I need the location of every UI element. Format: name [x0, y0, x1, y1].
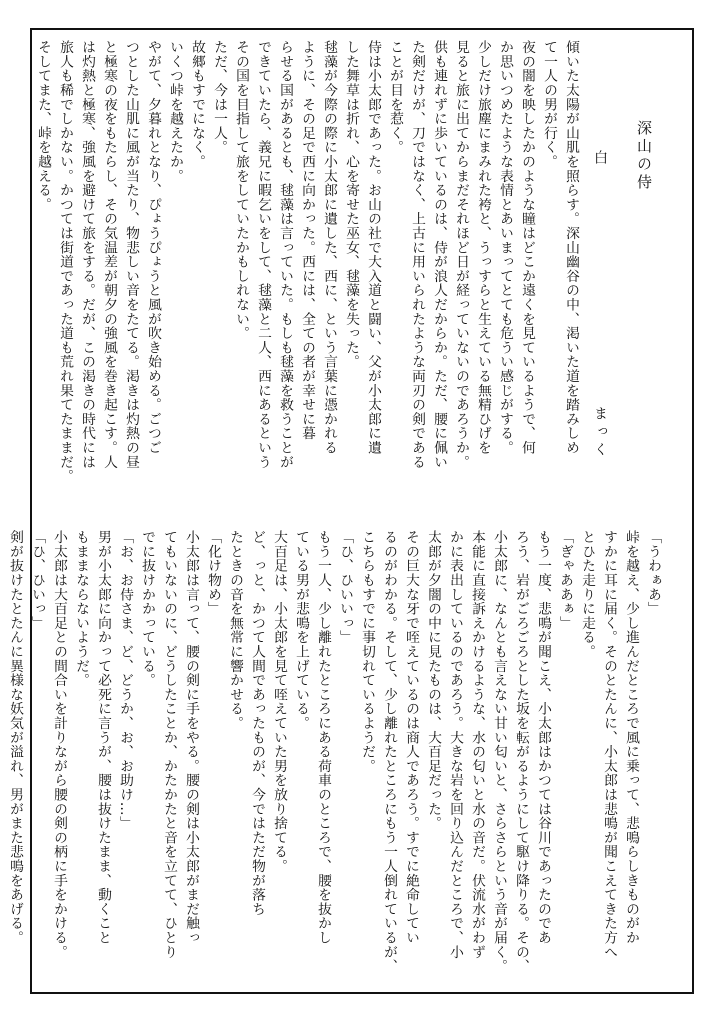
paragraph-line: ろう、岩がごろごろとした坂を転がるようにして駆け降りる。その、: [513, 530, 529, 974]
paragraph-line: と極寒の夜をもたらし、その気温差が朝夕の強風を巻き起こす。人: [101, 40, 117, 469]
paragraph-line: その国を目指して旅をしていたかもしれない。: [233, 40, 249, 341]
paragraph-line: 毬藻が今際の際に小太郎に遺した、西に、という言葉に憑かれる: [321, 40, 337, 455]
paragraph-line: すかに耳に届く。そのとたんに、小太郎は悲鳴が聞こえてきた方へ: [601, 530, 617, 959]
paragraph-line: 故郷もすでになく。: [189, 40, 205, 169]
paragraph-line: 「ぎゃああぁ」: [557, 530, 573, 631]
paragraph-line: 小太郎に、なんとも言えない甘い匂いと、さらさらという音が届く。: [491, 530, 507, 974]
paragraph-line: できていたら、義兄に暇乞いをして、毬藻と二人、西にあるという: [255, 40, 271, 469]
paragraph-line: て一人の男が行く。: [541, 40, 557, 169]
paragraph-line: 「ひ、ひいいっ」: [337, 530, 353, 645]
paragraph-line: 「うわぁあ」: [645, 530, 661, 616]
paragraph-line: 男が小太郎に向かって必死に言うが、腰は抜けたまま、動くこと: [95, 530, 111, 945]
paragraph-line: てもいないのに、どうしたことか、かたかたと音を立てて、ひとり: [161, 530, 177, 959]
paragraph-line: 大百足は、小太郎を見て咥えていた男を放り捨てる。: [271, 530, 287, 874]
paragraph-line: た剣だけが、刀ではなく、上古に用いられたような両刃の剣である: [409, 40, 425, 469]
paragraph-line: もう一人、少し離れたところにある荷車のところで、腰を抜かし: [315, 530, 331, 945]
paragraph-line: ど、っと、かつて人間であったものが、今ではただ物が落ち: [249, 530, 265, 917]
story-title: 深山の侍: [635, 120, 653, 192]
paragraph-line: 侍は小太郎であった。お山の社で大入道と闘い、父が小太郎に遺: [365, 40, 381, 455]
paragraph-line: 剣が抜けたとたんに異様な妖気が溢れ、男がまた悲鳴をあげる。: [7, 530, 23, 945]
paragraph-line: 峠を越え、少し進んだところで風に乗って、悲鳴らしきものがか: [623, 530, 639, 945]
paragraph-line: やがて、夕暮れとなり、ぴょうぴょうと風が吹き始める。ごつご: [145, 40, 161, 455]
paragraph-line: 見ると旅に出てからまだそれほど日が経っていないのであろうか。: [453, 40, 469, 469]
paragraph-line: ことが目を惹く。: [387, 40, 403, 155]
paragraph-line: でに抜けかかっている。: [139, 530, 155, 688]
author-name: まっく: [592, 406, 608, 460]
paragraph-line: その巨大な牙で咥えているのは商人であろう。すでに絶命してい: [403, 530, 419, 945]
paragraph-line: 旅人も稀でしかない。かつては街道であった道も荒れ果てたままだ。: [57, 40, 73, 484]
paragraph-line: もう一度、悲鳴が聞こえ、小太郎はかつては谷川であったのであ: [535, 530, 551, 945]
paragraph-line: らせる国があるとも、毬藻は言っていた。もしも毬藻を救うことが: [277, 40, 293, 469]
paragraph-line: か思いつめたような表情とあいまってとても危うい感じがする。: [497, 40, 513, 455]
paragraph-line: いくつ峠を越えたか。: [167, 40, 183, 183]
paragraph-line: は灼熱と極寒、強風を避けて旅をする。だが、この渇きの時代には: [79, 40, 95, 469]
paragraph-line: 「化け物め」: [205, 530, 221, 616]
paragraph-line: 夜の闇を映したかのような瞳はどこか遠くを見ているようで、何: [519, 40, 535, 455]
paragraph-line: もままならないようだ。: [73, 530, 89, 688]
paragraph-line: 供も連れずに歩いているのは、侍が浪人だからか。ただ、腰に佩い: [431, 40, 447, 469]
paragraph-line: 傾いた太陽が山肌を照らす。深山幽谷の中、渇いた道を踏みしめ: [563, 40, 579, 455]
paragraph-line: るのがわかる。そして、少し離れたところにもう一人倒れているが、: [381, 530, 397, 974]
paragraph-line: かに表出しているのであろう。大きな岩を回り込んだところで、小: [447, 530, 463, 959]
paragraph-line: 「お、お侍さま、ど、どうか、お、お助け…」: [117, 530, 133, 831]
paragraph-line: した舞草は折れ、心を寄せた巫女、毬藻を失った。: [343, 40, 359, 369]
section-heading: 白: [592, 150, 608, 164]
top-text-block: [35, 40, 670, 510]
paragraph-line: 小太郎は言って、腰の剣に手をやる。腰の剣は小太郎がまだ触っ: [183, 530, 199, 945]
paragraph-line: 本能に直接訴えかけるような、水の匂いと水の音だ。伏流水がわず: [469, 530, 485, 959]
paragraph-line: 太郎が夕闇の中に見たものは、大百足だった。: [425, 530, 441, 831]
paragraph-line: 少しだけ旅塵にまみれた袴と、うっすらと生えている無精ひげを: [475, 40, 491, 455]
paragraph-line: そしてまた、峠を越える。: [35, 40, 51, 212]
paragraph-line: ように、その足で西に向かった。西には、全ての者が幸せに暮: [299, 40, 315, 441]
bottom-text-block: [7, 530, 670, 985]
paragraph-line: たときの音を無常に響かせる。: [227, 530, 243, 731]
paragraph-line: 「ひ、ひいっ」: [29, 530, 45, 631]
paragraph-line: ただ、今は一人。: [211, 40, 227, 155]
paragraph-line: つとした山肌に風が当たり、物悲しい音をたてる。渇きは灼熱の昼: [123, 40, 139, 469]
paragraph-line: 小太郎は大百足との間合いを計りながら腰の剣の柄に手をかける。: [51, 530, 67, 959]
paragraph-line: ている男が悲鳴を上げている。: [293, 530, 309, 731]
paragraph-line: こちらもすでに事切れているようだ。: [359, 530, 375, 774]
paragraph-line: とひた走りに走る。: [579, 530, 595, 659]
